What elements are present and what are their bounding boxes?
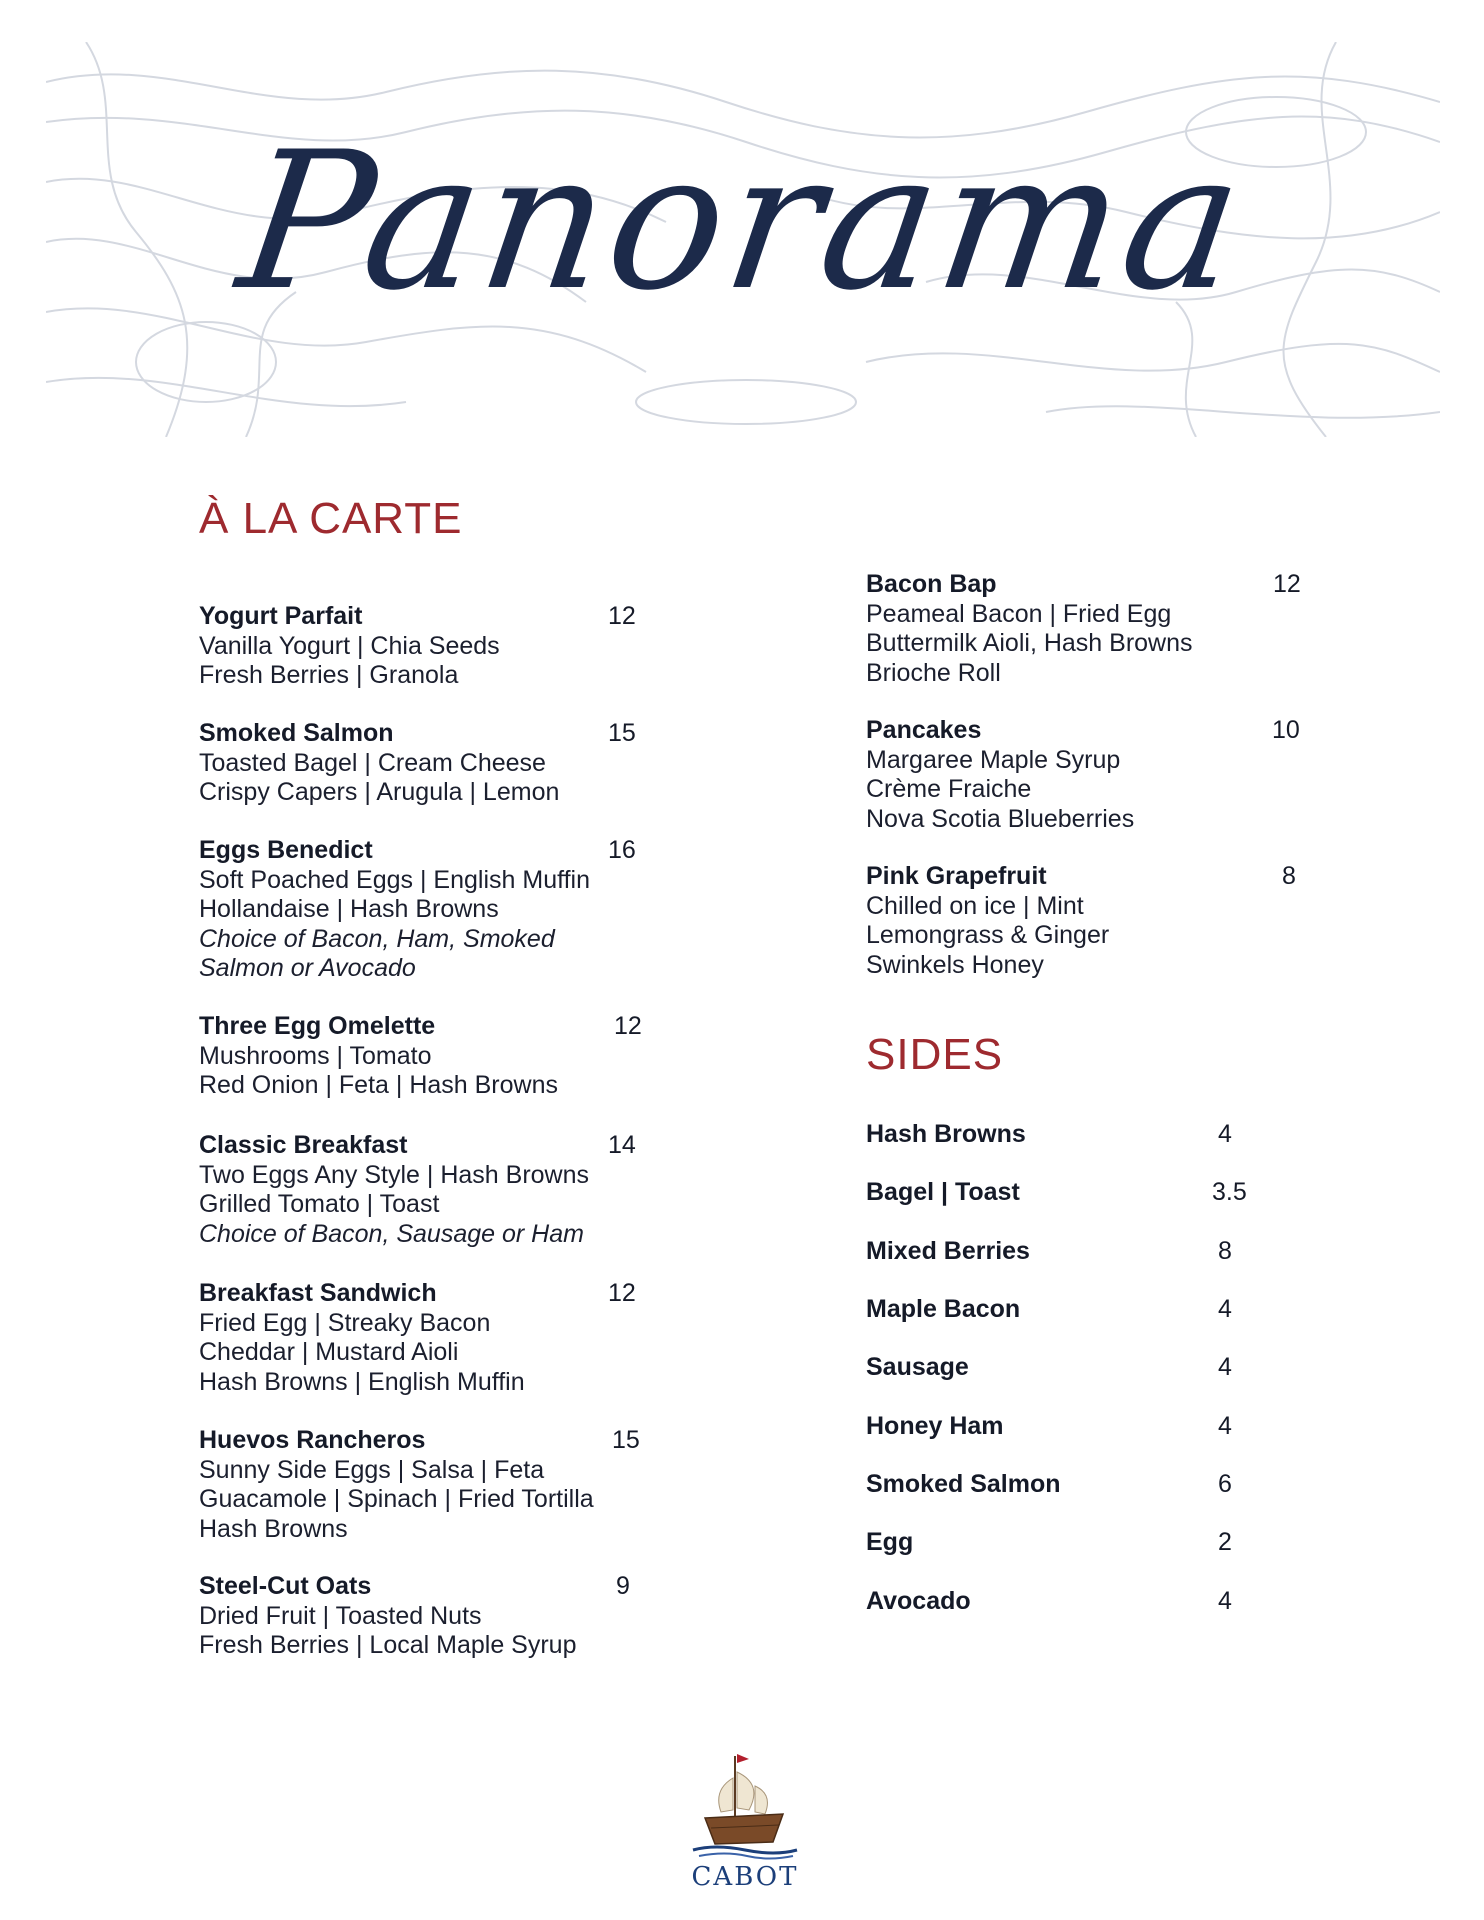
menu-item-name: Pancakes	[866, 716, 982, 744]
menu-item	[866, 862, 1296, 980]
menu-item-description: Nova Scotia Blueberries	[866, 804, 1135, 833]
side-item	[866, 1412, 1266, 1442]
menu-item	[866, 570, 1301, 688]
restaurant-title: Panorama	[228, 111, 1259, 332]
side-item-name: Honey Ham	[866, 1412, 1004, 1440]
menu-item-price: 9	[616, 1572, 630, 1600]
menu-item-header	[199, 1572, 630, 1602]
menu-item	[199, 602, 636, 691]
side-item	[866, 1470, 1266, 1500]
menu-item-description: Cheddar | Mustard Aioli	[199, 1338, 459, 1366]
menu-item-price: 14	[608, 1131, 636, 1159]
menu-item-description: Peameal Bacon | Fried Egg	[866, 599, 1172, 628]
menu-item-description: Hash Browns | English Muffin	[199, 1367, 525, 1396]
menu-item-description: Guacamole | Spinach | Fried Tortilla	[199, 1485, 594, 1513]
menu-item-price: 16	[608, 836, 636, 864]
side-item-price: 4	[1218, 1353, 1232, 1381]
menu-item-description: Fresh Berries | Granola	[199, 661, 459, 689]
menu-item	[199, 1012, 642, 1101]
menu-item-description: Swinkels Honey	[866, 950, 1044, 979]
menu-item-description: Fried Egg | Streaky Bacon	[199, 1308, 491, 1337]
side-item-name: Avocado	[866, 1587, 971, 1615]
menu-item-description: Two Eggs Any Style | Hash Browns	[199, 1160, 590, 1189]
menu-item-header	[866, 570, 1301, 600]
menu-item-header	[199, 1131, 636, 1161]
menu-item-price: 8	[1282, 862, 1296, 890]
menu-item	[199, 1131, 636, 1249]
side-item-name: Sausage	[866, 1353, 969, 1381]
menu-item-price: 10	[1272, 716, 1300, 744]
menu-item-name: Bacon Bap	[866, 570, 997, 598]
a-la-carte-heading: À LA CARTE	[199, 494, 463, 543]
menu-item-description: Choice of Bacon, Ham, Smoked	[199, 924, 555, 953]
menu-item-header	[199, 602, 636, 632]
menu-item-description: Hash Browns	[199, 1514, 348, 1543]
menu-item-description: Vanilla Yogurt | Chia Seeds	[199, 631, 500, 660]
menu-item-header	[866, 862, 1296, 892]
menu-item-description: Chilled on ice | Mint	[866, 891, 1084, 920]
side-item-price: 4	[1218, 1120, 1232, 1148]
menu-item-name: Breakfast Sandwich	[199, 1279, 437, 1307]
side-item-name: Hash Browns	[866, 1120, 1026, 1148]
side-item-price: 2	[1218, 1528, 1232, 1556]
menu-item-header	[199, 719, 636, 749]
menu-item-description: Grilled Tomato | Toast	[199, 1190, 440, 1218]
side-item-name: Bagel | Toast	[866, 1178, 1020, 1206]
menu-item-description: Brioche Roll	[866, 658, 1001, 687]
menu-item-price: 12	[1273, 570, 1301, 598]
side-item	[866, 1295, 1266, 1325]
menu-item	[866, 716, 1300, 834]
header-banner	[46, 42, 1440, 437]
menu-item-description: Hollandaise | Hash Browns	[199, 895, 499, 923]
menu-item-name: Pink Grapefruit	[866, 862, 1047, 890]
menu-item-description: Choice of Bacon, Sausage or Ham	[199, 1219, 584, 1248]
menu-item-description: Fresh Berries | Local Maple Syrup	[199, 1631, 577, 1659]
menu-item	[199, 1572, 630, 1661]
menu-item-description: Margaree Maple Syrup	[866, 745, 1121, 774]
menu-item-description: Toasted Bagel | Cream Cheese	[199, 748, 546, 777]
menu-item-description: Dried Fruit | Toasted Nuts	[199, 1601, 482, 1630]
menu-item-description: Soft Poached Eggs | English Muffin	[199, 865, 590, 894]
side-item-name: Egg	[866, 1528, 914, 1556]
menu-item-header	[199, 1426, 640, 1456]
sides-heading: SIDES	[866, 1030, 1004, 1079]
menu-item-description: Salmon or Avocado	[199, 954, 416, 982]
menu-item	[199, 719, 636, 808]
side-item-name: Maple Bacon	[866, 1295, 1021, 1323]
side-item	[866, 1237, 1266, 1267]
ship-icon	[685, 1750, 805, 1862]
menu-item-header	[199, 1279, 636, 1309]
menu-item	[199, 1426, 640, 1544]
side-item-price: 4	[1218, 1295, 1232, 1323]
side-item	[866, 1353, 1266, 1383]
menu-item-header	[866, 716, 1300, 746]
menu-item-description: Crème Fraiche	[866, 775, 1032, 803]
menu-item-name: Steel-Cut Oats	[199, 1572, 372, 1600]
menu-item	[199, 1279, 636, 1397]
menu-item-price: 12	[614, 1012, 642, 1040]
side-item	[866, 1178, 1266, 1208]
menu-item-description: Buttermilk Aioli, Hash Browns	[866, 629, 1193, 657]
side-item-price: 8	[1218, 1237, 1232, 1265]
menu-item-name: Huevos Rancheros	[199, 1426, 426, 1454]
side-item-name: Smoked Salmon	[866, 1470, 1061, 1498]
menu-item-name: Eggs Benedict	[199, 836, 373, 864]
menu-item-price: 15	[612, 1426, 640, 1454]
menu-item-description: Red Onion | Feta | Hash Browns	[199, 1071, 558, 1099]
side-item-price: 6	[1218, 1470, 1232, 1498]
menu-item-price: 15	[608, 719, 636, 747]
menu-item-name: Yogurt Parfait	[199, 602, 363, 630]
side-item-price: 4	[1218, 1587, 1232, 1615]
side-item-name: Mixed Berries	[866, 1237, 1030, 1265]
side-item	[866, 1528, 1266, 1558]
menu-item-name: Classic Breakfast	[199, 1131, 408, 1159]
menu-item-price: 12	[608, 1279, 636, 1307]
logo-wordmark: CABOT	[691, 1862, 799, 1892]
side-item-price: 3.5	[1212, 1178, 1247, 1206]
menu-item-description: Lemongrass & Ginger	[866, 921, 1110, 949]
menu-item-price: 12	[608, 602, 636, 630]
side-item-price: 4	[1218, 1412, 1232, 1440]
menu-item-description: Crispy Capers | Arugula | Lemon	[199, 778, 560, 806]
menu-item-header	[199, 1012, 642, 1042]
side-item	[866, 1587, 1266, 1617]
menu-item-header	[199, 836, 636, 866]
menu-item-description: Sunny Side Eggs | Salsa | Feta	[199, 1455, 545, 1484]
menu-item-description: Mushrooms | Tomato	[199, 1041, 432, 1070]
side-item	[866, 1120, 1266, 1150]
menu-item-name: Three Egg Omelette	[199, 1012, 436, 1040]
menu-item-name: Smoked Salmon	[199, 719, 394, 747]
menu-item	[199, 836, 636, 984]
cabot-logo	[685, 1750, 805, 1890]
